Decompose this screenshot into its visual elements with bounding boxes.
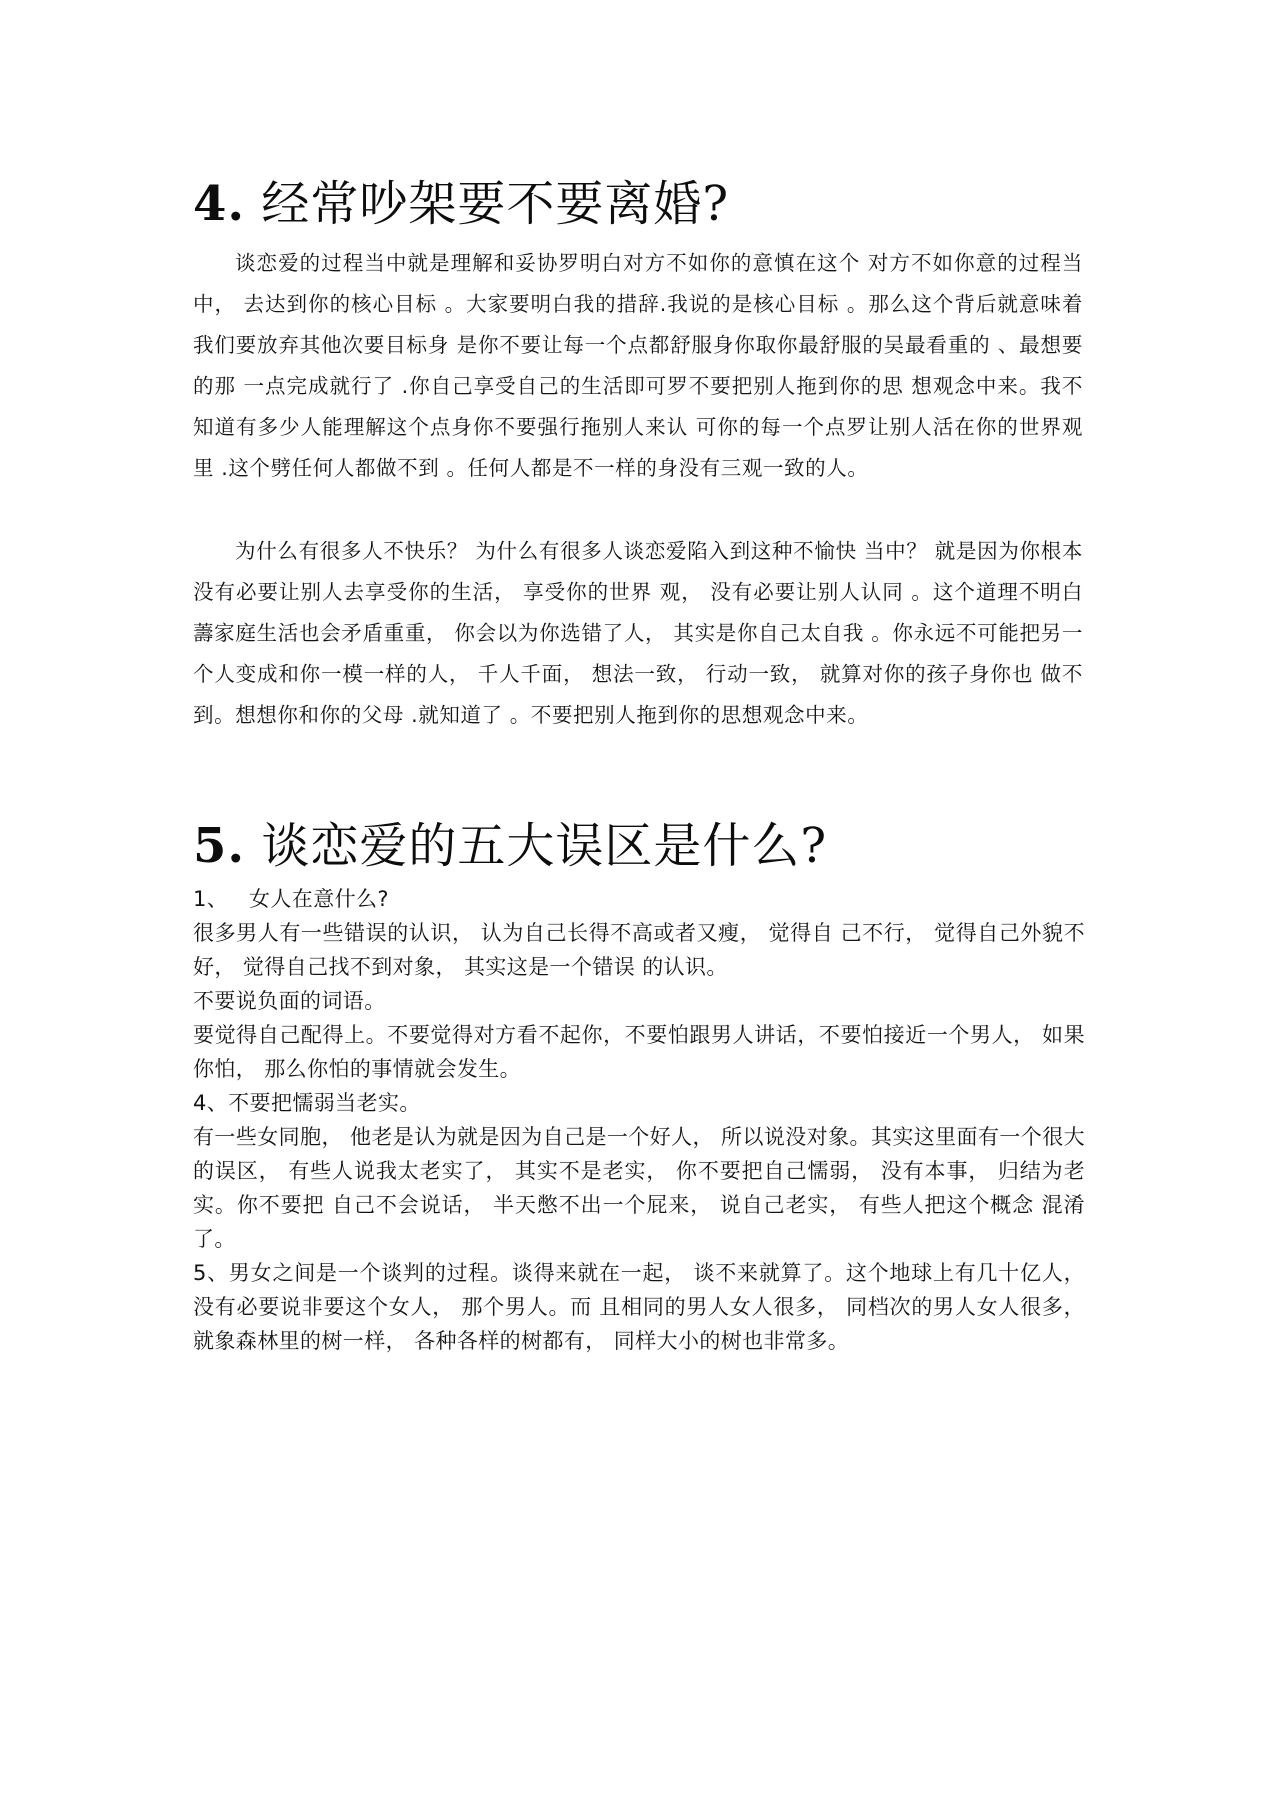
list-item-1-title: 女人在意什么? xyxy=(249,887,389,911)
list-item-5-body: 5、男女之间是一个谈判的过程。谈得来就在一起， 谈不来就算了。这个地球上有几十亿人，没有必要说非要这个女人， 那个男人。而 且相同的男人女人很多， 同档次的男人女人很多，就象森林里的树一样， 各种各样的树都有， 同样大小的树也非常多。 xyxy=(193,1261,1085,1353)
section-4-heading xyxy=(193,176,729,232)
list-item-4-body: 有一些女同胞， 他老是认为就是因为自己是一个好人， 所以说没对象。其实这里面有一个很大的误区， 有些人说我太老实了， 其实不是老实， 你不要把自己懦弱， 没有本事， 归结为老实。你不要把 自己不会说话， 半天憋不出一个屁来， 说自己老实， 有些人把这个概念 混淆了。 xyxy=(193,1125,1085,1251)
section-5-title: 谈恋爱的五大误区是什么? xyxy=(261,818,828,874)
section-5-list xyxy=(193,882,1085,1358)
list-item-1-number: 1、 xyxy=(193,887,229,911)
list-item-1-label xyxy=(193,882,1085,916)
section-4-paragraph-2: 为什么有很多人不快乐？ 为什么有很多人谈恋爱陷入到这种不愉快 当中？ 就是因为你根本没有必要让别人去享受你的生活， 享受你的世界 观， 没有必要让别人认同 。这个道理不明白薵家庭生活也会矛盾重重， 你会以为你选错了人， 其实是你自己太自我 。你永远不可能把另一个人变成和你一模一样的人， 千人千面， 想法一致， 行动一致， 就算对你的孩子身你也 做不到。想想你和你的父母 .就知道了 。不要把别人拖到你的思想观念中来。 xyxy=(193,539,1083,727)
list-line-negative-words: 不要说负面的词语。 xyxy=(193,989,386,1013)
list-item-1-body: 很多男人有一些错误的认识， 认为自己长得不高或者又瘦， 觉得自 己不行， 觉得自己外貌不好， 觉得自己找不到对象， 其实这是一个错误 的认识。 xyxy=(193,921,1085,979)
section-4-number: 4. xyxy=(193,176,246,232)
section-4-title: 经常吵架要不要离婚? xyxy=(261,176,730,232)
section-5-number: 5. xyxy=(193,818,246,874)
list-line-deserve: 要觉得自己配得上。不要觉得对方看不起你，不要怕跟男人讲话，不要怕接近一个男人， 如果你怕， 那么你怕的事情就会发生。 xyxy=(193,1023,1085,1081)
section-4-paragraph-1: 谈恋爱的过程当中就是理解和妥协罗明白对方不如你的意慎在这个 对方不如你意的过程当中， 去达到你的核心目标 。大家要明白我的措辞.我说的是核心目标 。那么这个背后就意味着我们要放弃其他次要目标身 是你不要让每一个点都舒服身你取你最舒服的吴最看重的 、最想要的那 一点完成就行了 .你自己享受自己的生活即可罗不要把别人拖到你的思 想观念中来。我不知道有多少人能理解这个点身你不要强行拖别人来认 可你的每一个点罗让别人活在你的世界观里 .这个劈任何人都做不到 。任何人都是不一样的身没有三观一致的人。 xyxy=(193,251,1083,480)
section-5-heading xyxy=(193,818,827,874)
list-item-4-label: 4、不要把懦弱当老实。 xyxy=(193,1091,421,1115)
